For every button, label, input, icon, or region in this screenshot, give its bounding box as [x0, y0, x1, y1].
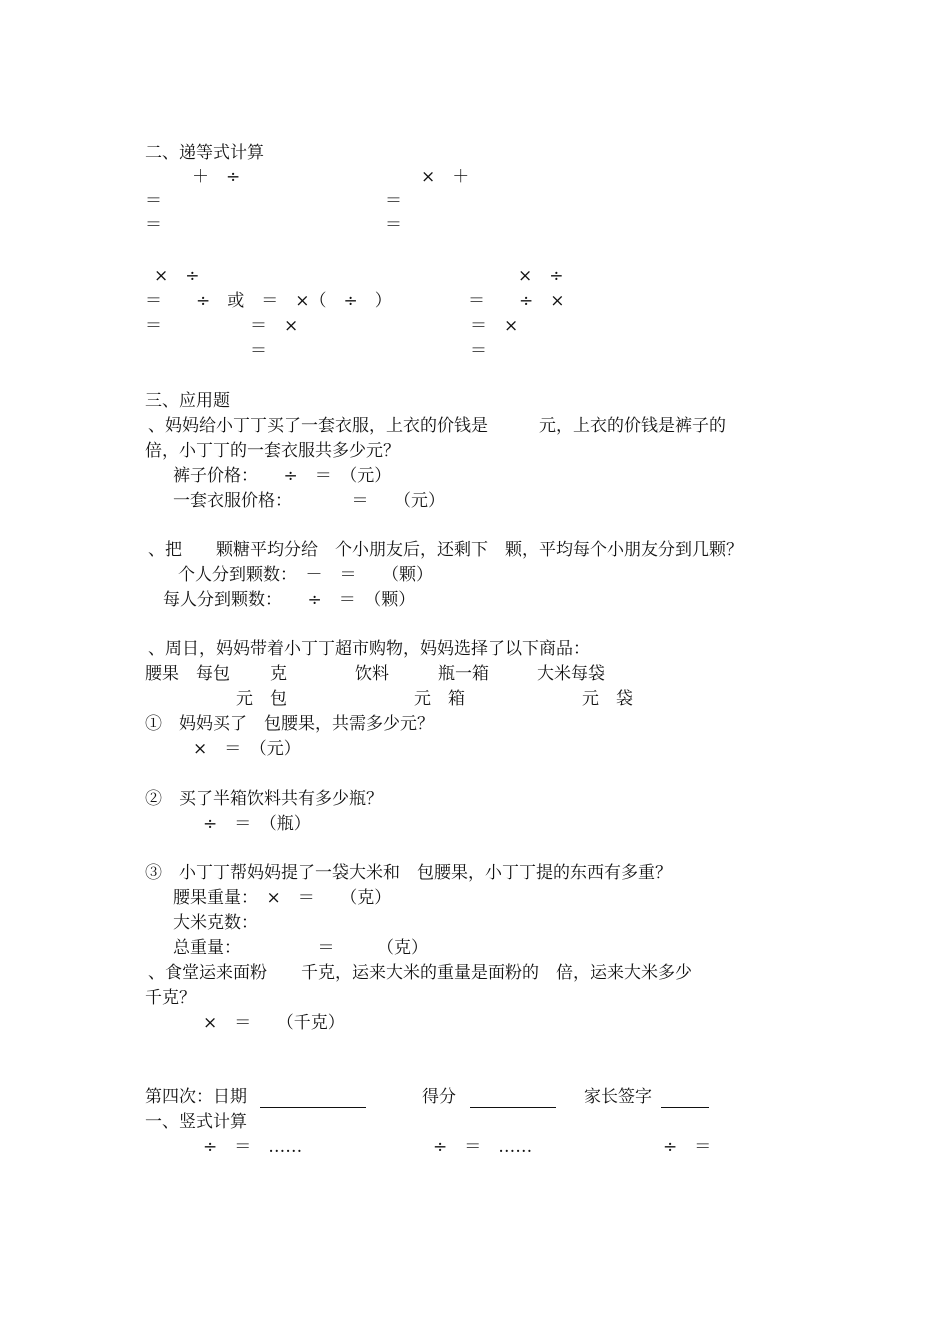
problem2-step1: ＝	[385, 191, 402, 211]
problem4-step1: ＝ ÷ ×	[468, 291, 565, 311]
problem3-operators: × ÷	[154, 266, 200, 286]
goods-cashew-unit: 克	[270, 664, 287, 684]
vertical-calc-3: ÷ ＝	[663, 1137, 712, 1157]
q1-line2: 倍，小丁丁的一套衣服共多少元？	[145, 441, 400, 461]
problem3-step1: ＝ ÷ 或 ＝ ×（ ÷ ）	[145, 291, 392, 311]
problem2-operators: × ＋	[421, 167, 470, 187]
score-label: 得分	[422, 1087, 456, 1107]
q3-line1: 、周日，妈妈带着小丁丁超市购物，妈妈选择了以下商品：	[148, 639, 590, 659]
problem4-step3: ＝	[470, 341, 487, 361]
section-title-calc: 二、递等式计算	[145, 143, 264, 163]
q3-sub2-answer: ÷ ＝ （瓶）	[203, 814, 311, 834]
goods-rice-price: 元 袋	[582, 689, 633, 709]
section-title-word-problems: 三、应用题	[145, 391, 230, 411]
problem3-step2a: ＝	[145, 316, 162, 336]
q4-line2: 千克？	[145, 988, 196, 1008]
goods-drink: 饮料	[355, 664, 389, 684]
q1-line1: 、妈妈给小丁丁买了一套衣服，上衣的价钱是 元，上衣的价钱是裤子的	[148, 416, 726, 436]
q3-sub3-total-weight: 总重量： ＝ （克）	[173, 938, 428, 958]
signature-blank	[661, 1107, 709, 1108]
problem1-operators: ＋ ÷	[192, 167, 241, 187]
problem3-step3: ＝	[250, 341, 267, 361]
q4-line1: 、食堂运来面粉 千克，运来大米的重量是面粉的 倍，运来大米多少	[148, 963, 692, 983]
q2-answer-1: 个人分到颗数： － ＝ （颗）	[178, 565, 433, 585]
q4-answer: × ＝ （千克）	[203, 1013, 345, 1033]
q1-answer-pants: 裤子价格： ÷ ＝ （元）	[173, 466, 392, 486]
q2-line1: 、把 颗糖平均分给 个小朋友后，还剩下 颗，平均每个小朋友分到几颗？	[148, 540, 743, 560]
q3-sub1-question: ① 妈妈买了 包腰果，共需多少元？	[145, 714, 434, 734]
q1-answer-total: 一套衣服价格： ＝ （元）	[173, 491, 445, 511]
goods-rice: 大米每袋	[537, 664, 605, 684]
date-blank	[260, 1107, 366, 1108]
q3-sub3-question: ③ 小丁丁帮妈妈提了一袋大米和 包腰果，小丁丁提的东西有多重？	[145, 863, 672, 883]
problem2-step2: ＝	[385, 215, 402, 235]
goods-cashew-price: 元 包	[236, 689, 287, 709]
q3-sub3-cashew-weight: 腰果重量： × ＝ （克）	[173, 888, 392, 908]
q3-sub3-rice-weight: 大米克数：	[173, 913, 258, 933]
q3-sub1-answer: × ＝ （元）	[193, 739, 301, 759]
section-title-vertical-calc: 一、竖式计算	[145, 1112, 247, 1132]
round4-date-label: 第四次：日期	[145, 1087, 247, 1107]
problem4-step2: ＝ ×	[470, 316, 519, 336]
problem4-operators: × ÷	[518, 266, 564, 286]
problem1-step1: ＝	[145, 191, 162, 211]
score-blank	[470, 1107, 556, 1108]
problem3-step2b: ＝ ×	[250, 316, 299, 336]
vertical-calc-1: ÷ ＝ ……	[203, 1137, 303, 1157]
goods-drink-unit: 瓶一箱	[438, 664, 489, 684]
problem1-step2: ＝	[145, 215, 162, 235]
q2-answer-2: 每人分到颗数： ÷ ＝ （颗）	[163, 590, 416, 610]
q3-sub2-question: ② 买了半箱饮料共有多少瓶？	[145, 789, 383, 809]
vertical-calc-2: ÷ ＝ ……	[433, 1137, 533, 1157]
goods-drink-price: 元 箱	[414, 689, 465, 709]
goods-cashew: 腰果 每包	[145, 664, 230, 684]
parent-signature-label: 家长签字	[584, 1087, 652, 1107]
